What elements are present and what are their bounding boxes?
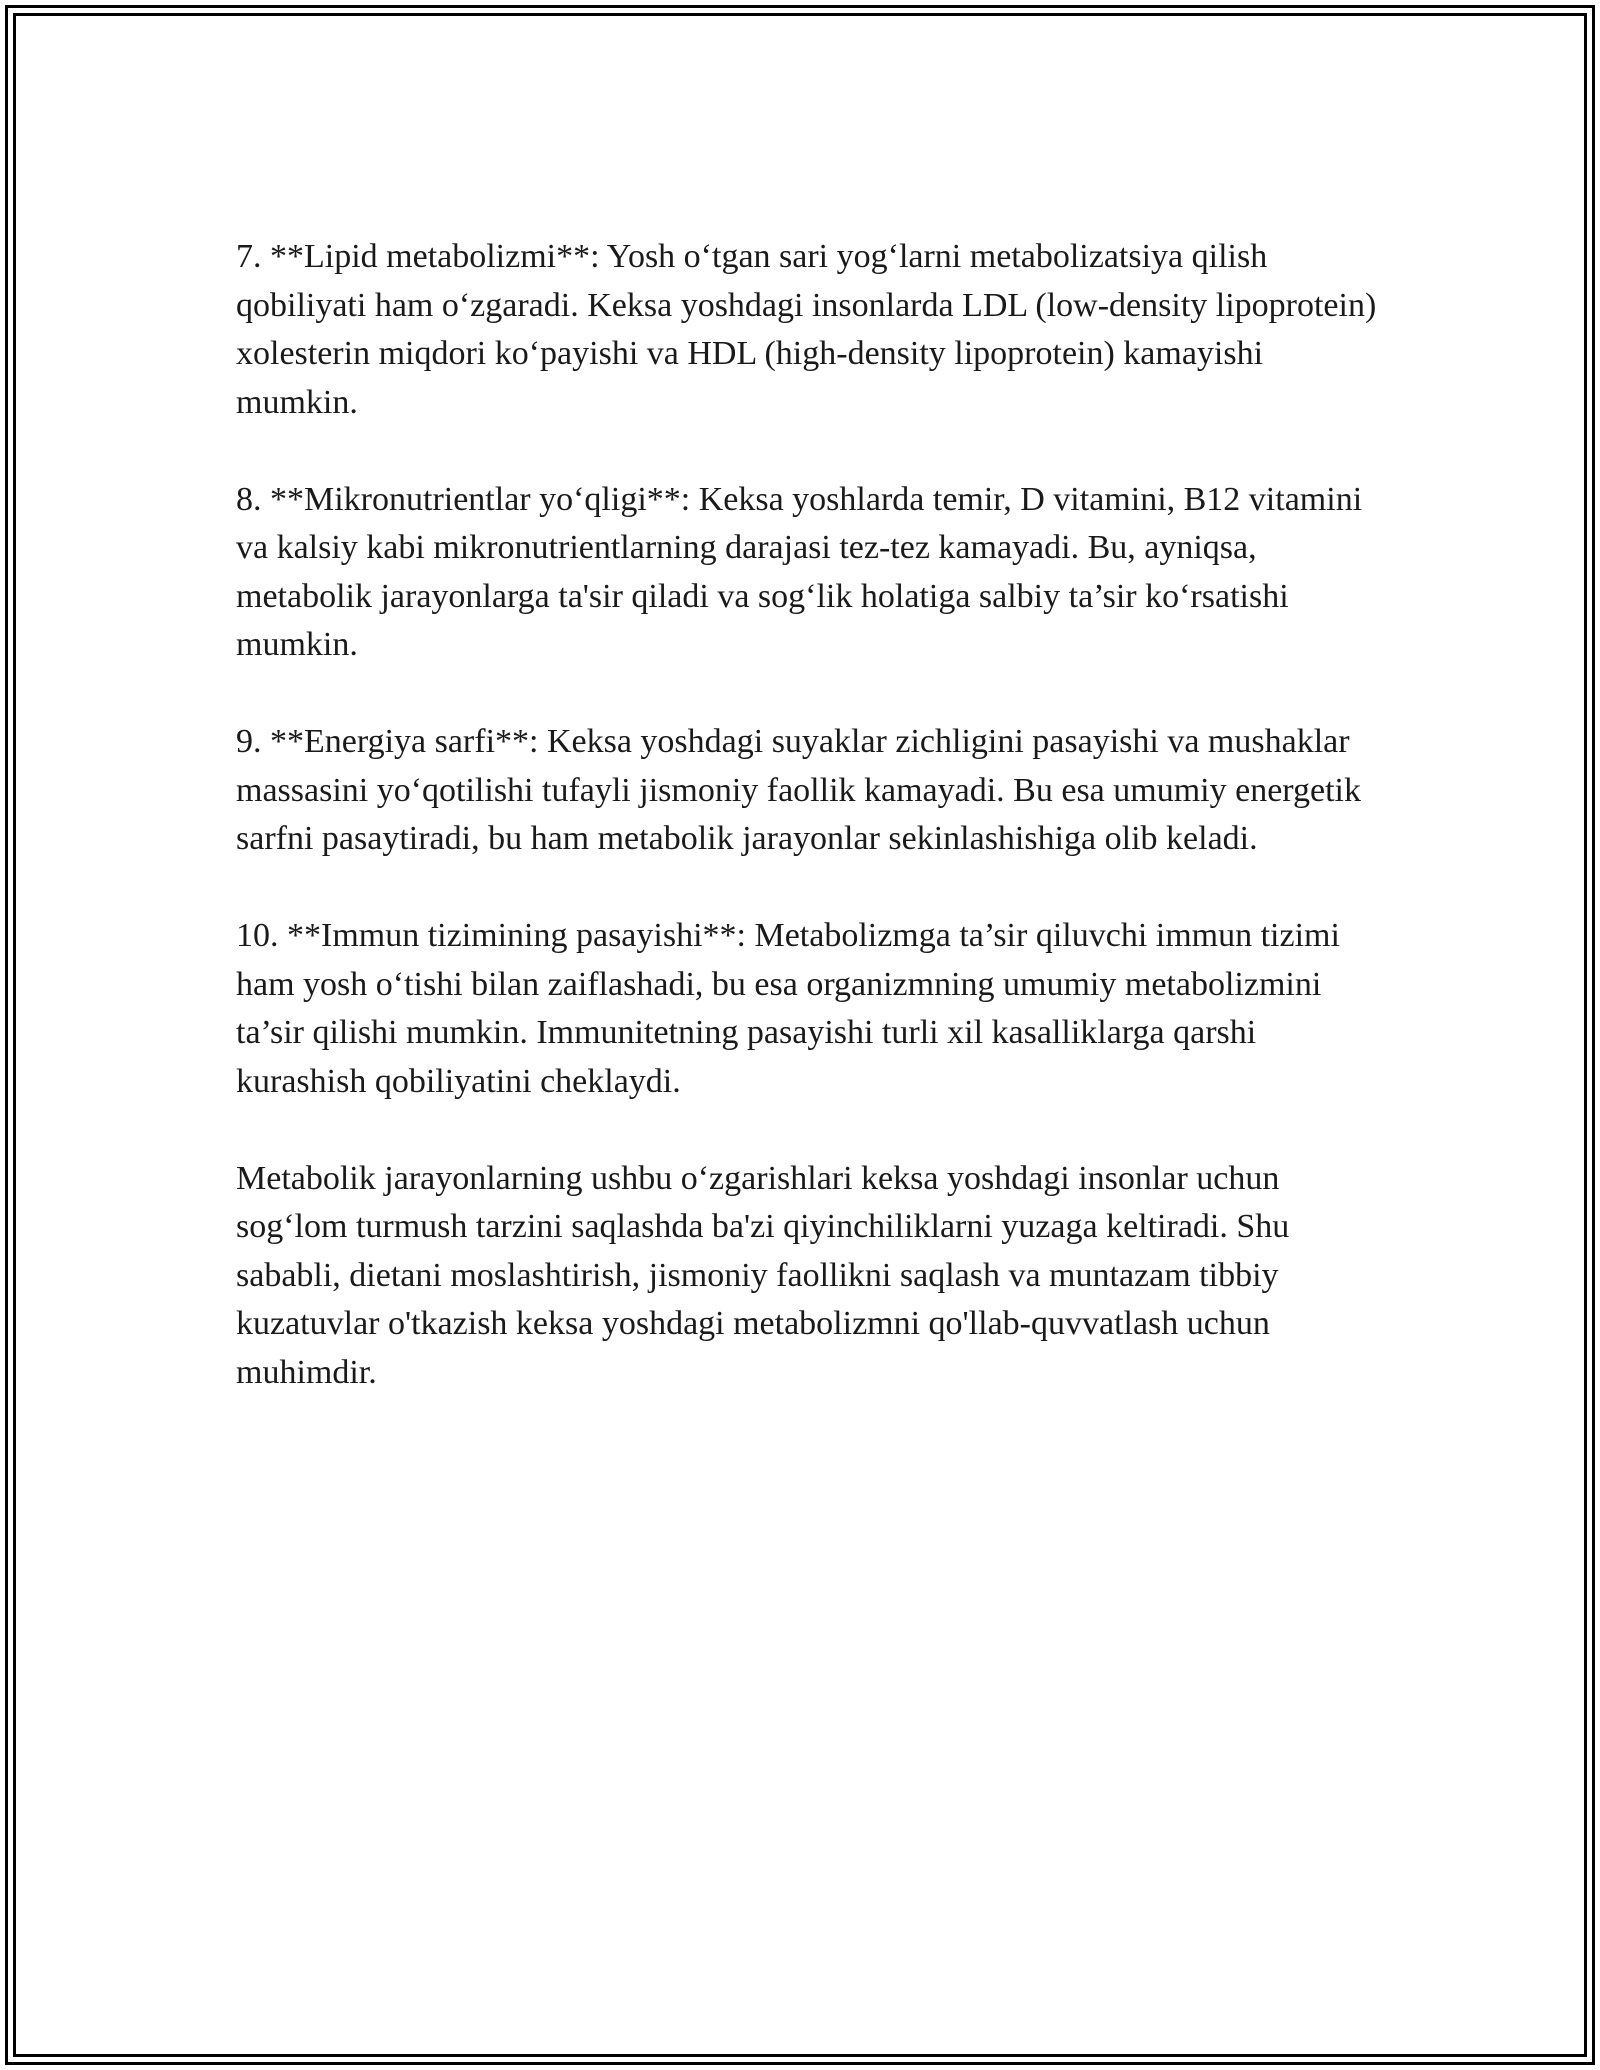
- paragraph-immune-system: 10. **Immun tizimining pasayishi**: Metabolizmga ta’sir qiluvchi immun tizimi ham yosh o‘tishi bilan zaiflashadi, bu esa organizmning umumiy metabolizmini ta’sir qilishi mumkin. Immunitetning pasayishi turli xil kasalliklarga qarshi kurashish qobiliyatini cheklaydi.: [236, 917, 1340, 1100]
- paragraph-conclusion: Metabolik jarayonlarning ushbu o‘zgarishlari keksa yoshdagi insonlar uchun sog‘lom turmush tarzini saqlashda ba'zi qiyinchiliklarni yuzaga keltiradi. Shu sababli, dietani moslashtirish, jismoniy faollikni saqlash va muntazam tibbiy kuzatuvlar o'tkazish keksa yoshdagi metabolizmni qo'llab-quvvatlash uchun muhimdir.: [236, 1159, 1290, 1391]
- paragraph-lipid-metabolism: 7. **Lipid metabolizmi**: Yosh o‘tgan sari yog‘larni metabolizatsiya qilish qobiliyati ham o‘zgaradi. Keksa yoshdagi insonlarda LDL (low-density lipoprotein) xolesterin miqdori ko‘payishi va HDL (high-density lipoprotein) kamayishi mumkin.: [236, 238, 1377, 421]
- paragraph-energy-expenditure: 9. **Energiya sarfi**: Keksa yoshdagi suyaklar zichligini pasayishi va mushaklar massasini yo‘qotilishi tufayli jismoniy faollik kamayadi. Bu esa umumiy energetik sarfni pasaytiradi, bu ham metabolik jarayonlar sekinlashishiga olib keladi.: [236, 723, 1361, 857]
- paragraph-micronutrients: 8. **Mikronutrientlar yo‘qligi**: Keksa yoshlarda temir, D vitamini, B12 vitamini va kalsiy kabi mikronutrientlarning darajasi tez-tez kamayadi. Bu, ayniqsa, metabolik jarayonlarga ta'sir qiladi va sog‘lik holatiga salbiy ta’sir ko‘rsatishi mumkin.: [236, 480, 1363, 663]
- document-body: [236, 233, 1386, 1397]
